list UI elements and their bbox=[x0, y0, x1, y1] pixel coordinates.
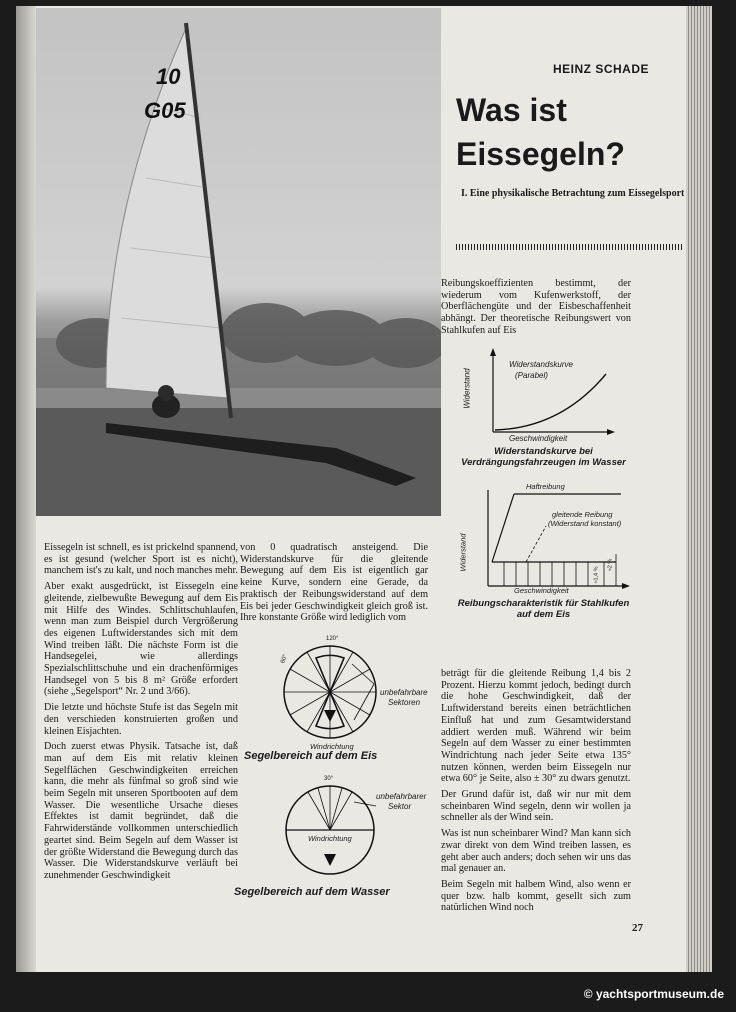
chart2-label-top: Haftreibung bbox=[526, 482, 565, 491]
chart2-pct-large: ≈2 % bbox=[607, 558, 614, 572]
friction-hatching bbox=[504, 562, 588, 586]
chart2-caption: Reibungscharakteristik für Stahlkufen auf dem Eis bbox=[457, 598, 630, 620]
magazine-page bbox=[16, 6, 712, 972]
paragraph: Aber exakt ausgedrückt, ist Eissegeln eine gleitende, zielbewußte Bewegung auf dem Eis mit Hilfe des Windes. Schlittschuhlaufen, wenn man zum Beispiel durch Vergrößerung des eigenen Luftwiderstandes sich mit dem Wind treiben läßt. Die nächste Form ist die Handsegelei, wie allerdings Spezialschlittschuhe und ein drachenförmiges Handsegel von 5 bis 8 m² Größe erfordert (siehe „Segelsport“ Nr. 2 und 3/66). bbox=[44, 581, 238, 698]
paragraph: Beim Segeln mit halbem Wind, also wenn er quer bzw. halb kommt, gesellt sich zum natürlichen Wind noch bbox=[441, 878, 631, 914]
x-axis-arrow bbox=[622, 583, 630, 589]
book-spine bbox=[16, 6, 36, 972]
ice-angle-top: 120° bbox=[326, 636, 339, 642]
author-name: HEINZ SCHADE bbox=[553, 62, 650, 76]
ice-angle-side: 60° bbox=[280, 653, 289, 665]
page-number: 27 bbox=[632, 922, 643, 934]
resistance-curve-chart bbox=[461, 344, 631, 444]
paragraph: Was ist nun scheinbarer Wind? Man kann sich zwar direkt von dem Wind treiben lassen, es geht aber auch anders; doch sehen wir uns das mal genauer an. bbox=[441, 828, 631, 875]
chart1-xlabel: Geschwindigkeit bbox=[509, 434, 568, 443]
label-leader bbox=[526, 526, 546, 562]
chart2-label-mid-1: gleitende Reibung bbox=[552, 510, 613, 519]
y-axis-arrow bbox=[490, 348, 496, 356]
chart1-ylabel: Widerstand bbox=[462, 368, 472, 409]
water-label-2: Sektor bbox=[388, 802, 412, 811]
paragraph: Doch zuerst etwas Physik. Tatsache ist, daß man auf dem Eis mit relativ kleinen Segelflächen Geschwindigkeiten erreichen kann, die mehr als fünfmal so groß sind wie beim Segeln mit unseren Sportbooten auf dem Wasser. Die wesentliche Ursache dieses Effektes ist damit begründet, daß die Fahrwiderstände vollkommen unterschiedlich geartet sind. Beim Segeln auf dem Wasser ist der größte Widerstand die Bewegung durch das Wasser. Die Widerstandskurve verläuft bei zunehmender Geschwindigkeit bbox=[44, 741, 238, 881]
chart2-xlabel: Geschwindigkeit bbox=[514, 586, 569, 595]
right-column-top bbox=[441, 278, 631, 341]
article-title: Was ist Eissegeln? bbox=[456, 92, 625, 172]
copyright-credit: © yachtsportmuseum.de bbox=[583, 987, 724, 1001]
right-column-bottom bbox=[441, 668, 631, 918]
chart2-label-mid-2: (Widerstand konstant) bbox=[548, 519, 622, 528]
sail-number: 10 bbox=[156, 64, 181, 89]
wind-arrow-icon bbox=[324, 854, 336, 866]
ice-label-1: unbefahrbare bbox=[380, 688, 428, 697]
paragraph: Eissegeln ist schnell, es ist prickelnd spannend, es ist gesund (welcher Sport ist es nicht), manchem ist's zu kalt, und noch manches mehr. bbox=[44, 542, 238, 577]
ice-sailing-range-diagram bbox=[264, 634, 434, 751]
left-column bbox=[44, 542, 238, 886]
paragraph: von 0 quadratisch ansteigend. Die Widerstandskurve für die gleitende Bewegung auf dem Eis ist eigentlich gar keine Kurve, sondern eine Gerade, da praktisch der Reibungswiderstand auf dem Eis bei jeder Geschwindigkeit gleich groß ist. Ihre konstante Größe wird lediglich vom bbox=[240, 542, 428, 624]
chart1-caption: Widerstandskurve bei Verdrängungsfahrzeugen im Wasser bbox=[461, 446, 626, 468]
friction-characteristic-chart bbox=[456, 484, 636, 596]
static-friction-line bbox=[492, 494, 514, 562]
sail-code: G05 bbox=[144, 98, 186, 123]
water-angle-top: 30° bbox=[324, 776, 334, 782]
label-leader bbox=[354, 684, 374, 720]
decorative-rule bbox=[456, 244, 684, 250]
paragraph: beträgt für die gleitende Reibung 1,4 bis 2 Prozent. Hierzu kommt jedoch, bedingt durch die hohe Geschwindigkeit, daß der Luftwiderstand bereits einen beträchtlichen Einfluß hat und zum Gesamtwiderstand addiert werden muß. Während wir beim Segeln auf dem Wasser zu einer bestimmten Windrichtung nach jeder Seite etwa 135° nutzen können, werden beim Eissegeln nur etwa 60° je Seite, also ± 30° zu dwars genutzt. bbox=[441, 668, 631, 785]
paragraph: Der Grund dafür ist, daß wir nur mit dem scheinbaren Wind segeln, denn wir wollen ja schneller als der Wind sein. bbox=[441, 789, 631, 824]
sector-rays bbox=[308, 786, 352, 830]
chart1-curve-label-2: (Parabel) bbox=[515, 371, 548, 380]
label-leader bbox=[352, 664, 374, 684]
water-diagram-caption: Segelbereich auf dem Wasser bbox=[234, 886, 390, 898]
middle-column bbox=[240, 542, 428, 628]
water-wind-label: Windrichtung bbox=[308, 834, 352, 843]
chart2-ylabel: Widerstand bbox=[458, 533, 468, 572]
chart2-pct-small: ≈1,4 % bbox=[593, 566, 600, 584]
wind-arrow-icon bbox=[324, 710, 336, 722]
parabola-curve bbox=[495, 374, 606, 430]
water-sailing-range-diagram bbox=[264, 774, 434, 884]
water-label-1: unbefahrbarer bbox=[376, 792, 427, 801]
article-subtitle: I. Eine physikalische Betrachtung zum Eissegelsport bbox=[461, 188, 685, 199]
iceboat-photo bbox=[36, 8, 441, 516]
paragraph: Die letzte und höchste Stufe ist das Segeln mit den verschieden konstruierten großen und kleinen Eisjachten. bbox=[44, 702, 238, 737]
paragraph: Reibungskoeffizienten bestimmt, der wiederum vom Kufenwerkstoff, der Oberflächengüte und der Eisbeschaffenheit abhängt. Der theoretische Reibungswert von Stahlkufen auf Eis bbox=[441, 278, 631, 336]
ice-diagram-caption: Segelbereich auf dem Eis bbox=[244, 750, 378, 762]
ice-label-2: Sektoren bbox=[388, 698, 421, 707]
iceboat-illustration bbox=[36, 8, 441, 516]
chart1-curve-label-1: Widerstandskurve bbox=[509, 360, 573, 369]
ice-wind-label: Windrichtung bbox=[310, 742, 354, 751]
x-axis-arrow bbox=[607, 429, 615, 435]
